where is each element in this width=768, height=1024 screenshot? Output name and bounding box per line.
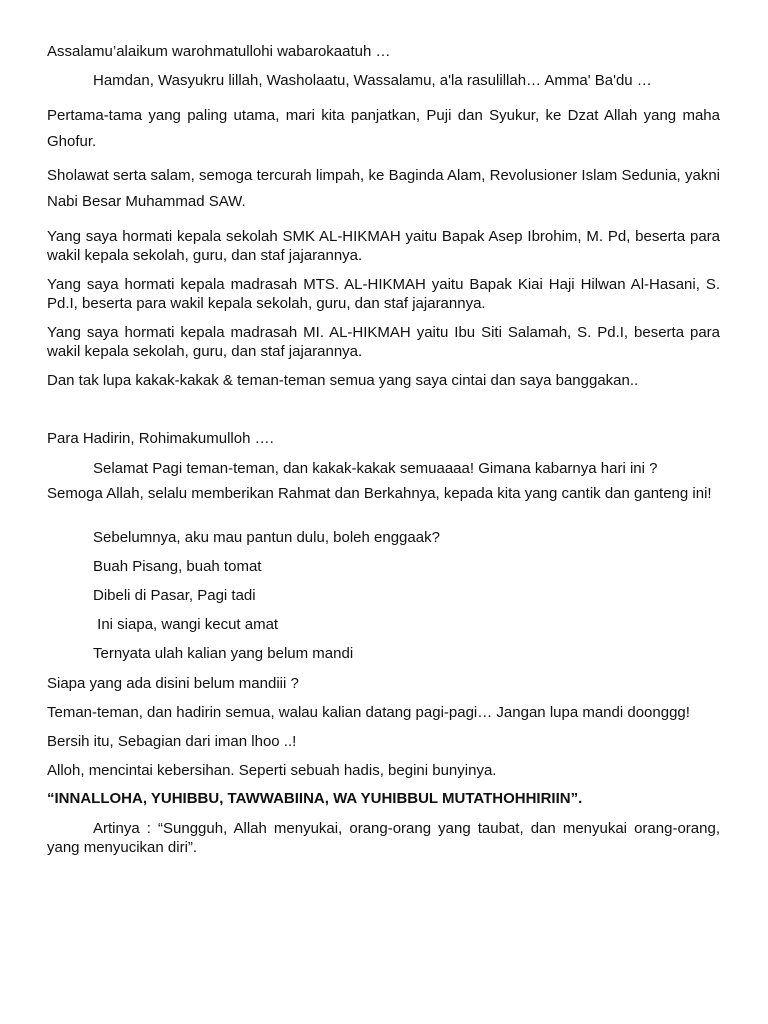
pantun-line-4: Ternyata ulah kalian yang belum mandi [93,645,354,662]
friends-line: Dan tak lupa kakak-kakak & teman-teman semua yang saya cintai dan saya banggakan.. [47,372,639,389]
pantun-line-2: Dibeli di Pasar, Pagi tadi [93,587,256,604]
hadith-intro-line: Alloh, mencintai kebersihan. Seperti sebuah hadis, begini bunyinya. [47,762,497,779]
respect-mi-paragraph: Yang saya hormati kepala madrasah MI. AL-HIKMAH yaitu Ibu Siti Salamah, S. Pd.I, beserta para wakil kepala sekolah, guru, dan staf jajarannya. [47,324,720,360]
audience-line: Para Hadirin, Rohimakumulloh …. [47,430,274,447]
pantun-intro-line: Sebelumnya, aku mau pantun dulu, boleh enggaak? [93,529,440,546]
greeting-line: Assalamu’alaikum warohmatullohi wabarokaatuh … [47,43,391,60]
thanks-paragraph: Pertama-tama yang paling utama, mari kita panjatkan, Puji dan Syukur, ke Dzat Allah yang maha Ghofur. [47,107,720,150]
morning-line: Selamat Pagi teman-teman, dan kakak-kakak semuaaaa! Gimana kabarnya hari ini ? [93,460,658,477]
pantun-line-1: Buah Pisang, buah tomat [93,558,262,575]
blessing-paragraph: Semoga Allah, selalu memberikan Rahmat dan Berkahnya, kepada kita yang cantik dan ganteng ini! [47,485,712,502]
pantun-line-3: Ini siapa, wangi kecut amat [93,616,279,633]
respect-mts-paragraph: Yang saya hormati kepala madrasah MTS. AL-HIKMAH yaitu Bapak Kiai Haji Hilwan Al-Hasani, S. Pd.I, beserta para wakil kepala sekolah, guru, dan staf jajarannya. [47,276,720,312]
question-line: Siapa yang ada disini belum mandiii ? [47,675,299,692]
hadith-line: “INNALLOHA, YUHIBBU, TAWWABIINA, WA YUHIBBUL MUTATHOHHIRIIN”. [47,790,583,807]
praise-line: Hamdan, Wasyukru lillah, Washolaatu, Wassalamu, a'la rasulillah… Amma' Ba'du … [93,72,652,89]
reminder-line: Teman-teman, dan hadirin semua, walau kalian datang pagi-pagi… Jangan lupa mandi doonggg! [47,704,690,721]
meaning-paragraph: Artinya : “Sungguh, Allah menyukai, orang-orang yang taubat, dan menyukai orang-orang, yang menyucikan diri”. [47,820,720,856]
sholawat-paragraph: Sholawat serta salam, semoga tercurah limpah, ke Baginda Alam, Revolusioner Islam Sedunia, yakni Nabi Besar Muhammad SAW. [47,167,720,210]
respect-smk-paragraph: Yang saya hormati kepala sekolah SMK AL-HIKMAH yaitu Bapak Asep Ibrohim, M. Pd, beserta para wakil kepala sekolah, guru, dan staf jajarannya. [47,228,720,264]
clean-line: Bersih itu, Sebagian dari iman lhoo ..! [47,733,297,750]
